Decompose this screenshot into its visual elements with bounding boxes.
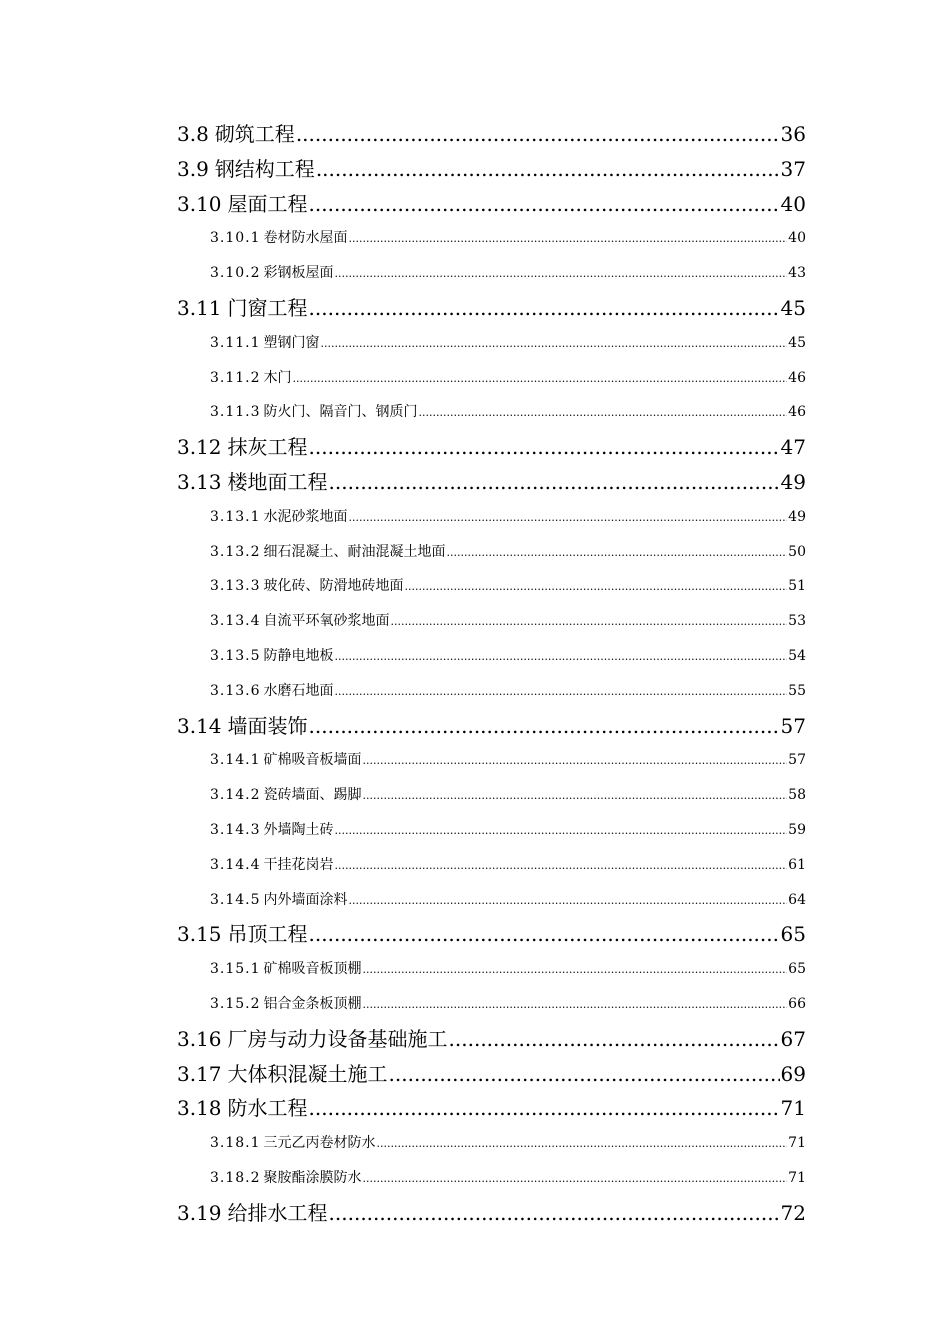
toc-entry-title: 塑钢门窗	[263, 334, 320, 351]
dot-leader	[316, 152, 780, 187]
toc-entry[interactable]	[177, 152, 806, 187]
dot-leader	[335, 675, 788, 709]
dot-leader	[405, 570, 788, 604]
toc-entry-number: 3.15.2	[210, 995, 261, 1012]
toc-entry-page: 37	[780, 156, 806, 181]
toc-entry-number: 3.13	[177, 469, 222, 494]
toc-entry-number: 3.16	[177, 1026, 222, 1051]
dot-leader	[309, 1091, 780, 1126]
toc-entry-title: 玻化砖、防滑地砖地面	[263, 578, 404, 595]
toc-entry[interactable]	[177, 709, 806, 744]
dot-leader	[309, 291, 780, 326]
toc-entry-number: 3.14	[177, 713, 222, 738]
toc-entry-number: 3.11.2	[210, 369, 261, 386]
toc-entry-title: 给排水工程	[227, 1200, 328, 1225]
table-of-contents	[177, 117, 806, 1231]
toc-entry[interactable]	[177, 187, 806, 222]
toc-entry-number: 3.13.6	[210, 682, 261, 699]
toc-subentry[interactable]	[177, 1126, 806, 1161]
toc-entry-page: 65	[788, 961, 806, 978]
toc-entry-title: 聚胺酯涂膜防水	[263, 1169, 362, 1186]
toc-entry-title: 铝合金条板顶棚	[263, 995, 362, 1012]
toc-entry-title: 门窗工程	[227, 295, 308, 320]
toc-entry-number: 3.13.4	[210, 613, 261, 630]
toc-entry-number: 3.11.3	[210, 404, 261, 421]
toc-entry-title: 厂房与动力设备基础施工	[227, 1026, 448, 1051]
toc-entry-page: 59	[788, 821, 806, 838]
toc-subentry[interactable]	[177, 604, 806, 639]
toc-entry-number: 3.12	[177, 435, 222, 460]
toc-entry-number: 3.13.3	[210, 578, 261, 595]
toc-entry-number: 3.13.2	[210, 543, 261, 560]
toc-entry-title: 水磨石地面	[263, 682, 334, 699]
toc-entry-title: 矿棉吸音板顶棚	[263, 961, 362, 978]
toc-subentry[interactable]	[177, 778, 806, 813]
toc-entry[interactable]	[177, 1057, 806, 1092]
toc-entry-title: 自流平环氧砂浆地面	[263, 613, 390, 630]
toc-entry-page: 55	[788, 682, 806, 699]
toc-entry-number: 3.8	[177, 122, 209, 146]
toc-entry-page: 57	[780, 713, 806, 738]
toc-entry-number: 3.11	[177, 295, 222, 320]
toc-entry-page: 47	[780, 435, 806, 460]
toc-entry-title: 防火门、隔音门、钢质门	[263, 404, 418, 421]
toc-entry-page: 72	[780, 1200, 806, 1225]
toc-entry-page: 45	[788, 334, 806, 351]
toc-entry-number: 3.14.4	[210, 856, 261, 873]
dot-leader	[309, 917, 780, 952]
toc-entry-page: 53	[788, 613, 806, 630]
dot-leader	[419, 396, 788, 430]
toc-entry-page: 71	[788, 1135, 806, 1152]
dot-leader	[363, 779, 788, 813]
toc-entry-page: 64	[788, 891, 806, 908]
toc-entry-number: 3.15	[177, 922, 222, 947]
toc-entry-page: 43	[788, 265, 806, 282]
toc-entry-title: 三元乙丙卷材防水	[263, 1135, 376, 1152]
toc-subentry[interactable]	[177, 500, 806, 535]
toc-entry-page: 57	[788, 752, 806, 769]
toc-entry-title: 墙面装饰	[227, 713, 308, 738]
dot-leader	[309, 709, 780, 744]
toc-entry-title: 彩钢板屋面	[263, 265, 334, 282]
toc-entry-page: 58	[788, 787, 806, 804]
toc-entry-title: 干挂花岗岩	[263, 856, 334, 873]
toc-entry-number: 3.10.2	[210, 265, 261, 282]
toc-entry-number: 3.14.3	[210, 821, 261, 838]
dot-leader	[349, 222, 788, 256]
toc-entry[interactable]	[177, 291, 806, 326]
toc-subentry[interactable]	[177, 813, 806, 848]
toc-entry-page: 51	[788, 578, 806, 595]
toc-entry-number: 3.18.1	[210, 1135, 261, 1152]
toc-entry-title: 水泥砂浆地面	[263, 508, 348, 525]
toc-entry[interactable]	[177, 117, 806, 152]
toc-entry-page: 50	[788, 543, 806, 560]
dot-leader	[363, 744, 788, 778]
toc-subentry[interactable]	[177, 1161, 806, 1196]
dot-leader	[309, 187, 780, 222]
dot-leader	[349, 501, 788, 535]
toc-entry-number: 3.14.2	[210, 787, 261, 804]
toc-entry-number: 3.13.1	[210, 508, 261, 525]
toc-entry-page: 45	[780, 295, 806, 320]
toc-entry-page: 49	[780, 469, 806, 494]
dot-leader	[449, 1022, 780, 1057]
toc-entry-page: 46	[788, 404, 806, 421]
toc-entry-title: 抹灰工程	[227, 435, 308, 460]
toc-entry-number: 3.18	[177, 1096, 222, 1121]
toc-entry-page: 71	[788, 1169, 806, 1186]
toc-entry-page: 71	[780, 1096, 806, 1121]
toc-entry-page: 40	[780, 191, 806, 216]
toc-subentry[interactable]	[177, 569, 806, 604]
dot-leader	[335, 849, 788, 883]
toc-entry-number: 3.11.1	[210, 334, 261, 351]
dot-leader	[363, 1162, 788, 1196]
toc-entry-page: 36	[780, 122, 806, 146]
toc-entry-title: 屋面工程	[227, 191, 308, 216]
toc-subentry[interactable]	[177, 952, 806, 987]
toc-entry-number: 3.15.1	[210, 961, 261, 978]
toc-subentry[interactable]	[177, 639, 806, 674]
toc-entry[interactable]	[177, 917, 806, 952]
dot-leader	[296, 117, 780, 152]
dot-leader	[335, 257, 788, 291]
dot-leader	[377, 1127, 788, 1161]
toc-entry-page: 54	[788, 647, 806, 664]
toc-entry-title: 瓷砖墙面、踢脚	[263, 787, 362, 804]
toc-entry-page: 67	[780, 1026, 806, 1051]
toc-entry-title: 吊顶工程	[227, 922, 308, 947]
toc-entry-number: 3.10.1	[210, 230, 261, 247]
toc-entry-page: 61	[788, 856, 806, 873]
toc-entry-page: 66	[788, 995, 806, 1012]
dot-leader	[363, 988, 788, 1022]
toc-subentry[interactable]	[177, 883, 806, 918]
toc-entry-number: 3.19	[177, 1200, 222, 1225]
toc-entry-number: 3.18.2	[210, 1169, 261, 1186]
toc-entry[interactable]	[177, 1196, 806, 1231]
toc-entry[interactable]	[177, 1022, 806, 1057]
toc-subentry[interactable]	[177, 535, 806, 570]
toc-entry-title: 楼地面工程	[227, 469, 328, 494]
toc-entry-page: 65	[780, 922, 806, 947]
toc-entry-title: 卷材防水屋面	[263, 230, 348, 247]
toc-subentry[interactable]	[177, 326, 806, 361]
toc-entry-title: 外墙陶土砖	[263, 821, 334, 838]
dot-leader	[389, 1057, 780, 1092]
dot-leader	[321, 327, 788, 361]
toc-subentry[interactable]	[177, 361, 806, 396]
toc-entry-title: 钢结构工程	[214, 156, 315, 181]
dot-leader	[309, 430, 780, 465]
toc-entry[interactable]	[177, 1091, 806, 1126]
toc-entry-number: 3.13.5	[210, 647, 261, 664]
toc-subentry[interactable]	[177, 987, 806, 1022]
toc-subentry[interactable]	[177, 395, 806, 430]
toc-entry-number: 3.10	[177, 191, 222, 216]
toc-entry-title: 大体积混凝土施工	[227, 1061, 388, 1086]
dot-leader	[363, 953, 788, 987]
toc-entry-title: 矿棉吸音板墙面	[263, 752, 362, 769]
dot-leader	[293, 362, 788, 396]
toc-entry-title: 木门	[263, 369, 292, 386]
toc-entry-number: 3.17	[177, 1061, 222, 1086]
toc-entry[interactable]	[177, 430, 806, 465]
toc-subentry[interactable]	[177, 743, 806, 778]
toc-entry-title: 防静电地板	[263, 647, 334, 664]
toc-entry-page: 40	[788, 230, 806, 247]
toc-entry-number: 3.9	[177, 156, 209, 181]
toc-entry-title: 防水工程	[227, 1096, 308, 1121]
toc-entry-page: 49	[788, 508, 806, 525]
toc-subentry[interactable]	[177, 674, 806, 709]
dot-leader	[447, 536, 788, 570]
dot-leader	[335, 640, 788, 674]
toc-entry-page: 46	[788, 369, 806, 386]
dot-leader	[329, 1196, 780, 1231]
dot-leader	[335, 814, 788, 848]
dot-leader	[349, 884, 788, 918]
dot-leader	[391, 605, 788, 639]
toc-subentry[interactable]	[177, 256, 806, 291]
toc-entry-number: 3.14.5	[210, 891, 261, 908]
toc-entry-page: 69	[780, 1061, 806, 1086]
toc-entry-title: 细石混凝土、耐油混凝土地面	[263, 543, 446, 560]
toc-entry-number: 3.14.1	[210, 752, 261, 769]
toc-entry[interactable]	[177, 465, 806, 500]
toc-subentry[interactable]	[177, 848, 806, 883]
toc-subentry[interactable]	[177, 221, 806, 256]
toc-entry-title: 砌筑工程	[214, 122, 295, 146]
dot-leader	[329, 465, 780, 500]
toc-entry-title: 内外墙面涂料	[263, 891, 348, 908]
